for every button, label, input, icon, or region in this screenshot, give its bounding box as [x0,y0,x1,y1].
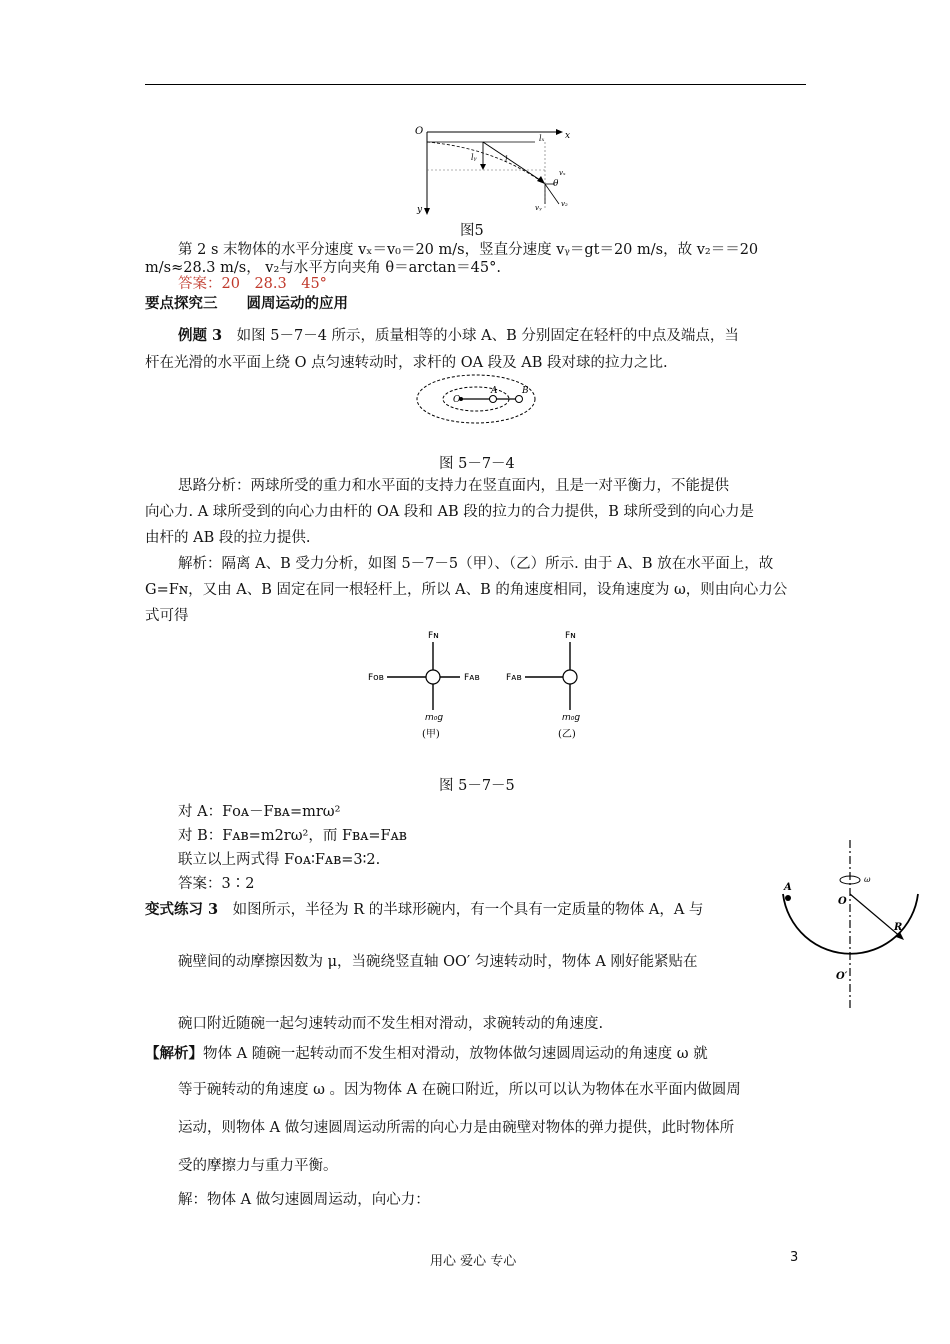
jiexi-tag: 【解析】 [145,1045,203,1062]
fig574-A-label: A [491,386,498,396]
practice-3-line2: 碗壁间的动摩擦因数为 μ，当碗绕竖直轴 OO′ 匀速转动时，物体 A 刚好能紧贴在 [178,954,698,970]
analysis-line1: 思路分析：两球所受的重力和水平面的支持力在竖直面内，且是一对平衡力，不能提供 [178,478,729,494]
fig5-theta-label: θ [553,179,559,189]
figure-5-7-4-caption: 图 5－7－4 [439,456,515,472]
bowl-omega-label: ω [864,875,871,884]
fig575-left-FAB: Fᴀʙ [464,673,480,683]
equation-b: 对 B：Fᴀʙ=m2rω²，而 Fʙᴀ=Fᴀʙ [178,828,407,844]
para1-line1: 第 2 s 末物体的水平分速度 vₓ＝v₀＝20 m/s，竖直分速度 vᵧ＝gt＝20 m/s，故 v₂＝＝20 [178,242,759,258]
bowl-O2-label: O′ [836,971,848,982]
fig5-v2-label: v₂ [561,200,568,208]
answer-1: 答案：20 28.3 45° [178,276,327,292]
bowl-O-label: O [838,896,847,907]
fig5-lx-label: lₓ [539,134,545,143]
fig575-right-FN: Fɴ [565,631,576,641]
solution-line2: G=Fɴ，又由 A、B 固定在同一根轻杆上，所以 A、B 的角速度相同，设角速度为 ω，则由向心力公 [145,582,788,598]
fig5-origin-label: O [415,126,424,137]
figure-5-7-5-caption: 图 5－7－5 [439,778,515,794]
practice-3-label: 变式练习 3 [145,901,219,918]
jiexi-line4: 受的摩擦力与重力平衡。 [178,1158,338,1174]
bowl-R-label: R [894,922,903,933]
example-3-label: 例题 3 [178,327,223,344]
practice-3-text: 如图所示，半径为 R 的半球形碗内，有一个具有一定质量的物体 A，A 与 [218,902,704,918]
fig5-vy-label: vᵧ [535,204,542,212]
jiexi-line3: 运动，则物体 A 做匀速圆周运动所需的向心力是由碗壁对物体的弹力提供，此时物体所 [178,1120,735,1136]
fig575-right-mg: m₀g [562,713,581,723]
jiexi-line1 [145,1042,708,1063]
fig5-x-label: x [565,131,571,141]
fig575-left-FN: Fɴ [428,631,439,641]
jiexi-line5: 解：物体 A 做匀速圆周运动，向心力： [178,1192,430,1208]
hemispherical-bowl-diagram [768,838,920,1010]
fig5-l-label: l [505,155,508,164]
header-rule [145,84,806,85]
fig575-right-label: (乙) [558,729,576,740]
solution-line3: 式可得 [145,608,189,624]
figure-5-7-5-force-diagrams [360,624,600,749]
page-number: 3 [790,1250,799,1265]
jiexi-text: 物体 A 随碗一起转动而不发生相对滑动，放物体做匀速圆周运动的角速度 ω 就 [203,1046,708,1062]
equation-a: 对 A：Fᴏᴀ－Fʙᴀ=mrω² [178,804,341,820]
fig5-y-label: y [417,205,423,215]
example-3-line2: 杆在光滑的水平面上绕 O 点匀速转动时，求杆的 OA 段及 AB 段对球的拉力之比. [145,355,668,371]
fig575-left-mg: m₀g [425,713,444,723]
fig5-ly-label: lᵧ [471,153,477,162]
example-3-line1 [178,324,739,345]
practice-3-line3: 碗口附近随碗一起匀速转动而不发生相对滑动，求碗转动的角速度. [178,1016,604,1032]
fig5-vx-label: vₓ [559,169,566,177]
analysis-line3: 由杆的 AB 段的拉力提供. [145,530,311,546]
figure-5-caption: 图5 [460,223,484,239]
fig575-right-FAB: Fᴀʙ [506,673,522,683]
practice-3-line1 [145,898,703,919]
analysis-line2: 向心力. A 球所受到的向心力由杆的 OA 段和 AB 段的拉力的合力提供，B 球所受到的向心力是 [145,504,754,520]
fig574-O-label: O [453,395,461,405]
fig575-left-FOB: Fᴏʙ [368,673,384,683]
example-3-text: 如图 5－7－4 所示，质量相等的小球 A、B 分别固定在轻杆的中点及端点，当 [222,328,739,344]
answer-2: 答案：3∶2 [178,876,255,892]
fig574-B-label: B [522,386,529,396]
section-3-title: 要点探究三 圆周运动的应用 [145,295,348,312]
jiexi-line2: 等于碗转动的角速度 ω 。因为物体 A 在碗口附近，所以可以认为物体在水平面内做圆周 [178,1082,741,1098]
figure-5-7-4-rotation-diagram [415,372,540,427]
solution-line1: 解析：隔离 A、B 受力分析，如图 5－7－5（甲）、（乙）所示. 由于 A、B 放在水平面上，故 [178,556,774,572]
footer-text: 用心 爱心 专心 [430,1254,517,1269]
equation-combine: 联立以上两式得 Fᴏᴀ∶Fᴀʙ=3∶2. [178,852,381,868]
bowl-A-label: A [784,882,792,893]
para1-line2: m/s≈28.3 m/s， v₂与水平方向夹角 θ＝arctan＝45°. [145,260,501,276]
figure-5-projectile-diagram [405,120,585,220]
fig575-left-label: (甲) [422,729,440,740]
